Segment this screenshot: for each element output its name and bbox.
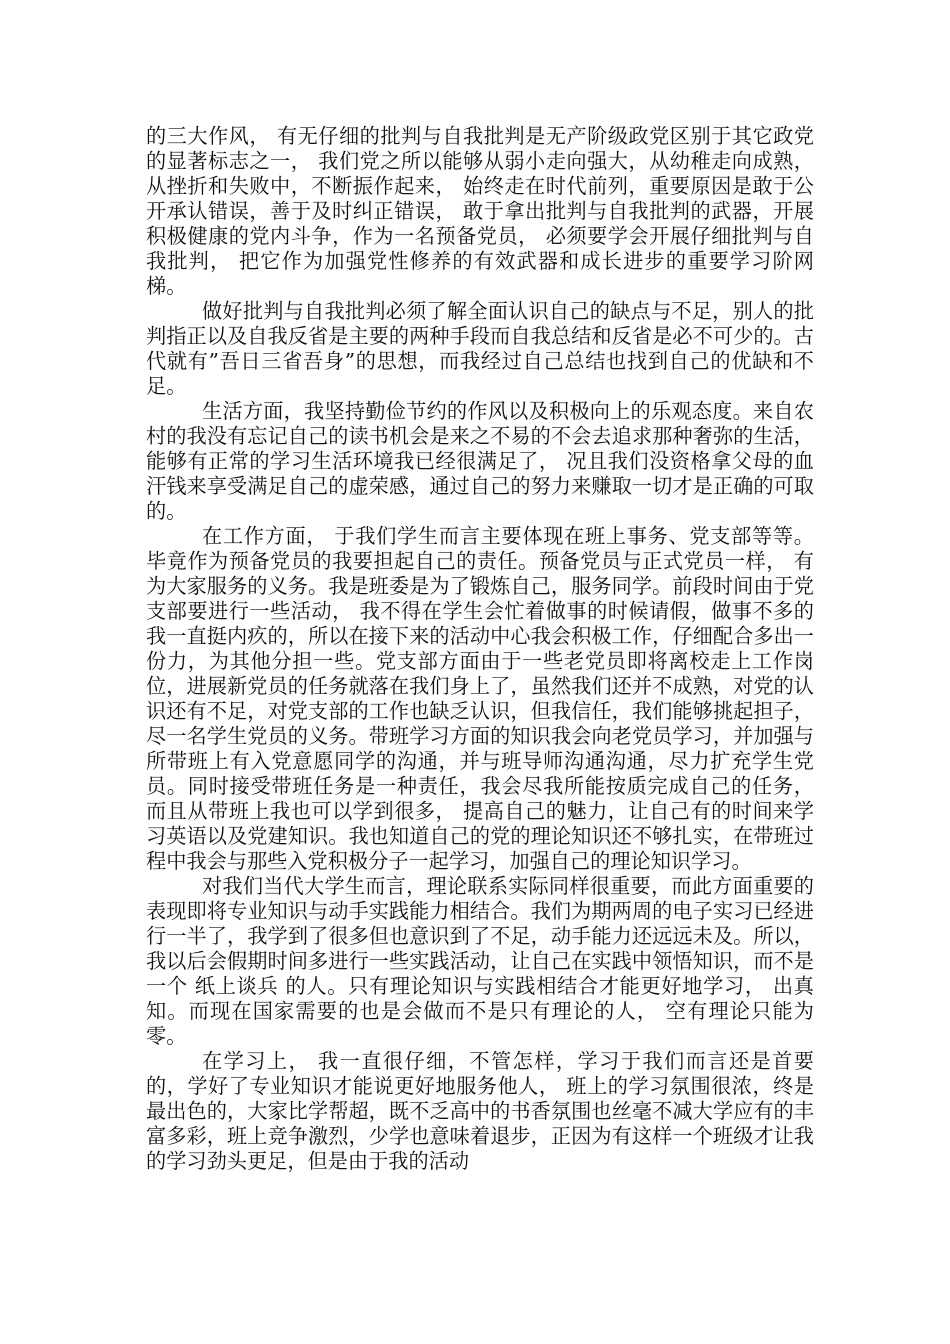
paragraph-life: 生活方面，我坚持勤俭节约的作风以及积极向上的乐观态度。来自农村的我没有忘记自己的读书机会是来之不易的不会去追求那种奢弥的生活， 能够有正常的学习生活环境我已经很满足了， 况且我们没资格拿父母的血汗钱来享受满足自己的虚荣感，通过自己的努力来赚取一切才是正确的可取的。 — [146, 399, 814, 523]
paragraph-study: 在学习上， 我一直很仔细，不管怎样，学习于我们而言还是首要的，学好了专业知识才能说更好地服务他人， 班上的学习氛围很浓，终是最出色的，大家比学帮超，既不乏高中的书香氛围也丝毫不减大学应有的丰富多彩，班上竞争激烈，少学也意味着退步，正因为有这样一个班级才让我的学习劲头更足，但是由于我的活动 — [146, 1049, 814, 1173]
paragraph-self-criticism-intro: 的三大作风， 有无仔细的批判与自我批判是无产阶级政党区别于其它政党的显著标志之一， 我们党之所以能够从弱小走向强大，从幼稚走向成熟，从挫折和失败中，不断振作起来， 始终走在时代前列，重要原因是敢于公开承认错误，善于及时纠正错误， 敢于拿出批判与自我批判的武器，开展积极健康的党内斗争，作为一名预备党员， 必须要学会开展仔细批判与自我批判， 把它作为加强党性修养的有效武器和成长进步的重要学习阶网梯。 — [146, 124, 814, 298]
paragraph-practice: 对我们当代大学生而言，理论联系实际同样很重要，而此方面重要的表现即将专业知识与动手实践能力相结合。我们为期两周的电子实习已经进行一半了，我学到了很多但也意识到了不足，动手能力还远远未及。所以， 我以后会假期时间多进行一些实践活动，让自己在实践中领悟知识，而不是一个 纸上谈兵 的人。只有理论知识与实践相结合才能更好地学习， 出真知。而现在国家需要的也是会做而不是只有理论的人， 空有理论只能为零。 — [146, 874, 814, 1048]
paragraph-self-reflection: 做好批判与自我批判必须了解全面认识自己的缺点与不足，别人的批判指正以及自我反省是主要的两种手段而自我总结和反省是必不可少的。古代就有”吾日三省吾身”的思想，而我经过自己总结也找到自己的优缺和不足。 — [146, 299, 814, 398]
paragraph-work: 在工作方面， 于我们学生而言主要体现在班上事务、党支部等等。毕竟作为预备党员的我要担起自己的责任。预备党员与正式党员一样， 有为大家服务的义务。我是班委是为了锻炼自己，服务同学。前段时间由于党支部要进行一些活动， 我不得在学生会忙着做事的时候请假，做事不多的我一直挺内疚的，所以在接下来的活动中心我会积极工作，仔细配合多出一份力，为其他分担一些。党支部方面由于一些老党员即将离校走上工作岗位，进展新党员的任务就落在我们身上了，虽然我们还并不成熟，对党的认识还有不足，对党支部的工作也缺乏认识，但我信任，我们能够挑起担子，尽一名学生党员的义务。带班学习方面的知识我会向老党员学习，并加强与所带班上有入党意愿同学的沟通，并与班导师沟通沟通，尽力扩充学生党员。同时接受带班任务是一种责任，我会尽我所能按质完成自己的任务， 而且从带班上我也可以学到很多， 提高自己的魅力，让自己有的时间来学习英语以及党建知识。我也知道自己的党的理论知识还不够扎实，在带班过程中我会与那些入党积极分子一起学习，加强自己的理论知识学习。 — [146, 524, 814, 873]
document-body — [146, 124, 814, 1174]
